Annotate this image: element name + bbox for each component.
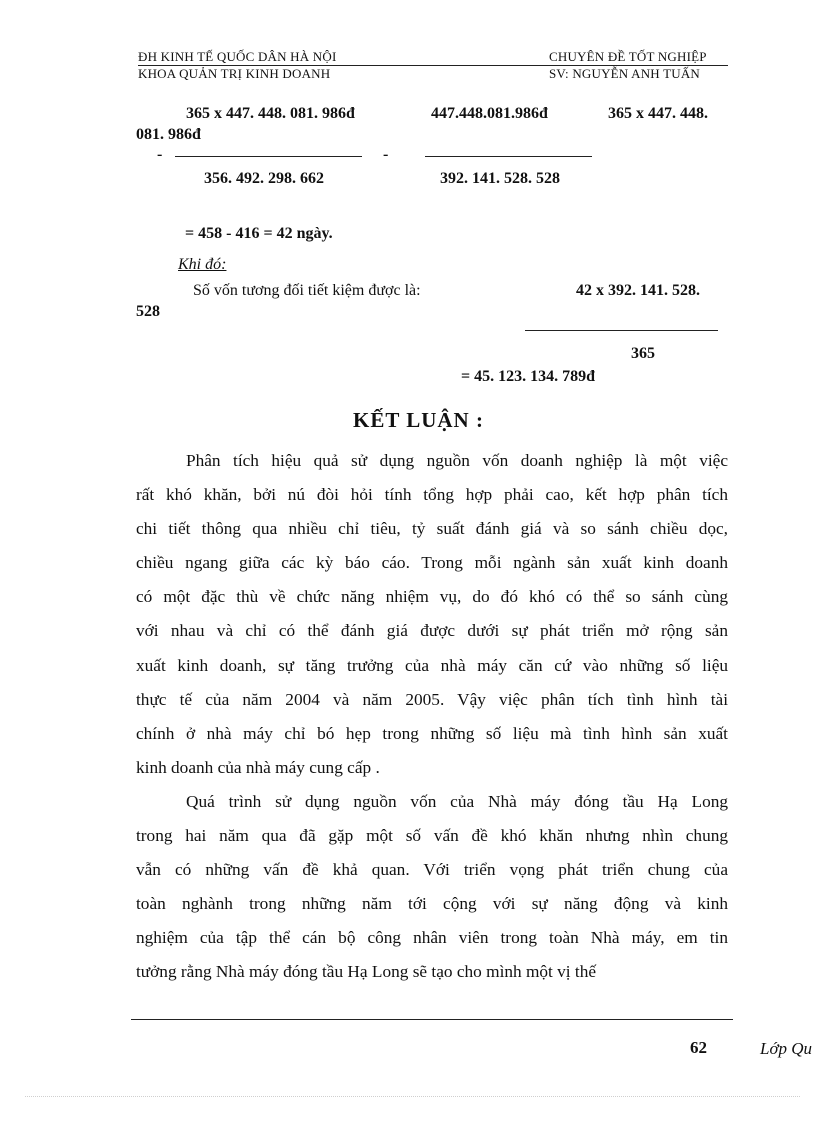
savings-label: Số vốn tương đối tiết kiệm được là: — [193, 282, 421, 299]
paragraph-line: có một đặc thù về chức năng nhiệm vụ, do đó khó có thể so sánh cùng — [136, 587, 728, 607]
footer-rule — [131, 1019, 733, 1020]
paragraph-line: Phân tích hiệu quả sử dụng nguồn vốn doanh nghiệp là một việc — [186, 451, 728, 470]
conclusion-title: KẾT LUẬN : — [353, 408, 484, 432]
paragraph-line: chính ở nhà máy chỉ bó hẹp trong những số liệu mà tình hình sản xuất — [136, 723, 728, 743]
page-number: 62 — [690, 1038, 707, 1057]
header-faculty: KHOA QUẢN TRỊ KINH DOANH — [138, 66, 331, 81]
formula-numerator-3b: 081. 986đ — [136, 126, 201, 143]
paragraph-line: toàn nghành trong những năm tới cộng với sự năng động và kinh — [136, 894, 728, 914]
khi-do-label: Khi đó: — [178, 256, 227, 273]
savings-numerator-b: 528 — [136, 303, 160, 320]
header-university: ĐH KINH TẾ QUỐC DÂN HÀ NỘI — [138, 49, 337, 64]
formula-numerator-2: 447.448.081.986đ — [431, 105, 548, 122]
class-label: Lớp Qu — [760, 1039, 813, 1058]
paragraph-line: xuất kinh doanh, sự tăng trưởng của nhà máy căn cứ vào những số liệu — [136, 655, 728, 675]
footer-dotted-divider — [25, 1096, 800, 1097]
conclusion-paragraph-2 — [136, 785, 728, 990]
paragraph-line: với nhau và chỉ có thể đánh giá được dưới sự phát triển mở rộng sản — [136, 621, 728, 641]
formula-numerator-3a: 365 x 447. 448. — [608, 105, 708, 122]
paragraph-line: chiều ngang giữa các kỳ báo cáo. Trong mỗi ngành sản xuất kinh doanh — [136, 553, 728, 573]
paragraph-line: rất khó khăn, bởi nú đòi hỏi tính tổng hợp phải cao, kết hợp phân tích — [136, 485, 728, 505]
conclusion-paragraph-1 — [136, 444, 728, 785]
formula-result: = 458 - 416 = 42 ngày. — [185, 225, 333, 242]
savings-fraction-bar — [525, 330, 718, 331]
paragraph-line: Quá trình sử dụng nguồn vốn của Nhà máy đóng tầu Hạ Long — [186, 792, 728, 811]
paragraph-line: tưởng rằng Nhà máy đóng tầu Hạ Long sẽ tạo cho mình một vị thế — [136, 962, 597, 982]
paragraph-line: nghiệm của tập thể cán bộ công nhân viên trong toàn Nhà máy, em tin — [136, 928, 728, 948]
header-doc-type: CHUYÊN ĐỀ TỐT NGHIỆP — [549, 49, 707, 64]
paragraph-line: vẫn có những vấn đề khả quan. Với triển vọng phát triển chung của — [136, 860, 728, 880]
formula-denominator-1: 356. 492. 298. 662 — [204, 170, 324, 187]
fraction-bar-2 — [425, 156, 592, 157]
fraction-bar-1 — [175, 156, 362, 157]
paragraph-line: thực tế của năm 2004 và năm 2005. Vậy việc phân tích tình hình tài — [136, 689, 728, 709]
formula-minus-1: - — [157, 146, 163, 163]
savings-numerator-a: 42 x 392. 141. 528. — [576, 282, 700, 299]
formula-numerator-1: 365 x 447. 448. 081. 986đ — [186, 105, 355, 122]
savings-result: = 45. 123. 134. 789đ — [461, 368, 596, 385]
paragraph-line: chi tiết thông qua nhiều chỉ tiêu, tỷ suất đánh giá và so sánh chiều dọc, — [136, 519, 728, 539]
formula-denominator-2: 392. 141. 528. 528 — [440, 170, 560, 187]
formula-minus-2: - — [383, 146, 389, 163]
savings-denominator: 365 — [631, 345, 655, 362]
paragraph-line: kinh doanh của nhà máy cung cấp . — [136, 757, 380, 777]
paragraph-line: trong hai năm qua đã gặp một số vấn đề khó khăn nhưng nhìn chung — [136, 826, 728, 846]
header-student: SV: NGUYỄN ANH TUẤN — [549, 66, 701, 81]
